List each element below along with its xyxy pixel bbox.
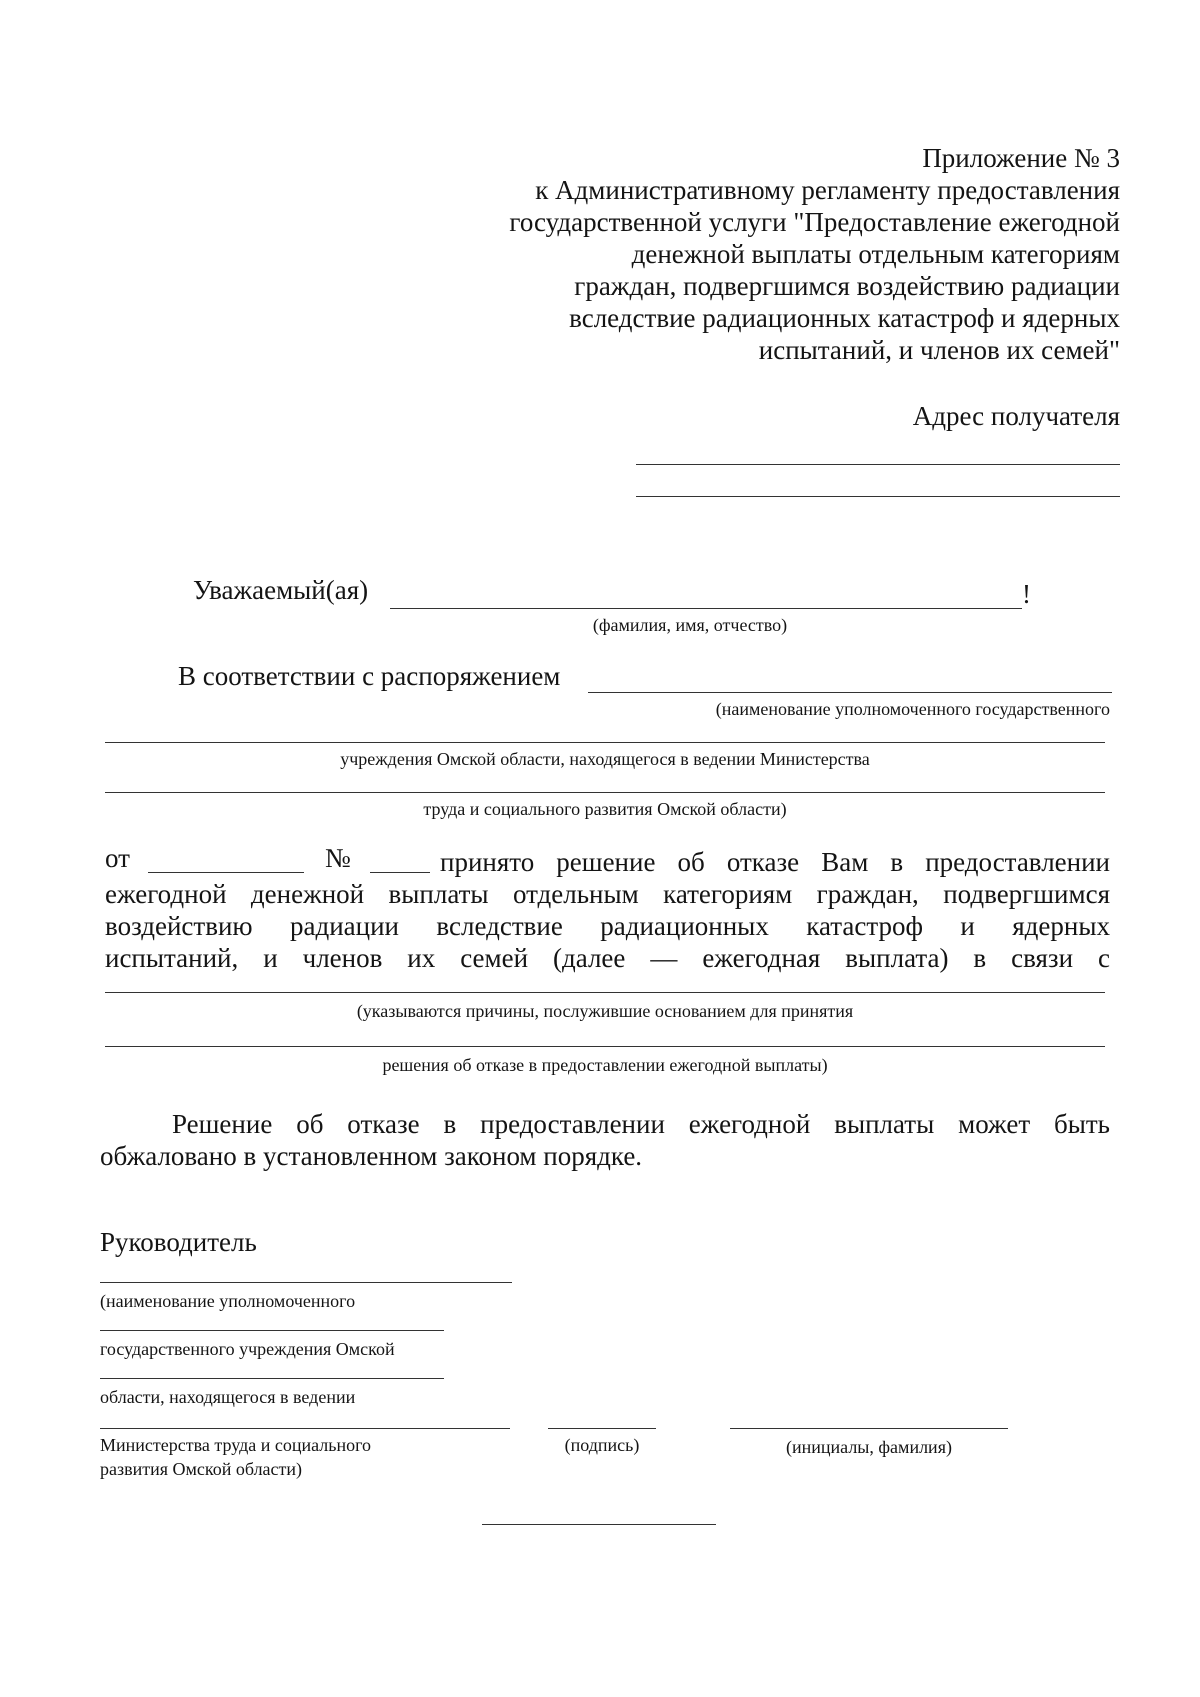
org-line-2: [100, 1330, 444, 1331]
order-name-line: [588, 692, 1112, 693]
greeting-caption: (фамилия, имя, отчество): [592, 615, 788, 635]
decision-line-2: ежегодной денежной выплаты отдельным категориям граждан, подвергшимся: [105, 879, 1110, 909]
org-caption-3: области, находящегося в ведении: [100, 1387, 356, 1407]
signature-caption: (подпись): [564, 1435, 640, 1455]
reason-line-1: [105, 992, 1105, 993]
appeal-line-1: Решение об отказе в предоставлении ежегодной выплаты может быть: [172, 1109, 1110, 1139]
name-caption: (инициалы, фамилия): [786, 1437, 952, 1457]
greeting-prefix: Уважаемый(ая): [193, 575, 369, 605]
decision-line-3: воздействию радиации вследствие радиационных катастроф и ядерных: [105, 911, 1110, 941]
order-line-3: [105, 792, 1105, 793]
org-line-3: [100, 1378, 444, 1379]
order-line-2: [105, 742, 1105, 743]
greeting-name-line: [390, 608, 1022, 609]
signature-title: Руководитель: [100, 1227, 257, 1257]
greeting-suffix: !: [1022, 579, 1031, 609]
decision-line-1: принято решение об отказе Вам в предоставлении: [440, 847, 1110, 877]
decision-date-line: [148, 872, 304, 873]
decision-number-line: [370, 872, 430, 873]
header-line: денежной выплаты отдельным категориям: [631, 239, 1120, 269]
order-caption-3: труда и социального развития Омской области): [423, 799, 787, 819]
address-line-2: [636, 496, 1120, 497]
header-line: испытаний, и членов их семей": [758, 335, 1120, 365]
reason-caption-1: (указываются причины, послужившие основанием для принятия: [356, 1001, 854, 1021]
header-line: Приложение № 3: [922, 143, 1120, 173]
reason-line-2: [105, 1046, 1105, 1047]
header-line: граждан, подвергшимся воздействию радиации: [574, 271, 1120, 301]
order-caption-2: учреждения Омской области, находящегося в ведении Министерства: [340, 749, 870, 769]
reason-caption-2: решения об отказе в предоставлении ежегодной выплаты): [382, 1055, 828, 1075]
signature-line: [548, 1428, 656, 1429]
org-caption-5: развития Омской области): [100, 1459, 303, 1479]
recipient-address-label: Адрес получателя: [912, 401, 1120, 431]
org-line-1: [100, 1282, 512, 1283]
org-caption-4: Министерства труда и социального: [100, 1435, 372, 1455]
org-caption-1: (наименование уполномоченного: [100, 1291, 356, 1311]
org-line-4: [100, 1428, 510, 1429]
decision-number-sign: №: [325, 843, 351, 873]
address-line-1: [636, 464, 1120, 465]
org-caption-2: государственного учреждения Омской: [100, 1339, 395, 1359]
order-caption-1: (наименование уполномоченного государственного: [715, 699, 1110, 719]
name-line: [730, 1428, 1008, 1429]
decision-line-4: испытаний, и членов их семей (далее — ежегодная выплата) в связи с: [105, 943, 1110, 973]
header-line: к Административному регламенту предоставления: [535, 175, 1120, 205]
header-line: государственной услуги "Предоставление ежегодной: [509, 207, 1120, 237]
order-prefix: В соответствии с распоряжением: [178, 661, 561, 691]
closing-divider: [482, 1524, 716, 1525]
decision-from: от: [105, 843, 130, 873]
appeal-line-2: обжаловано в установленном законом порядке.: [100, 1141, 643, 1171]
header-line: вследствие радиационных катастроф и ядерных: [569, 303, 1120, 333]
appendix-header: [400, 142, 1120, 366]
